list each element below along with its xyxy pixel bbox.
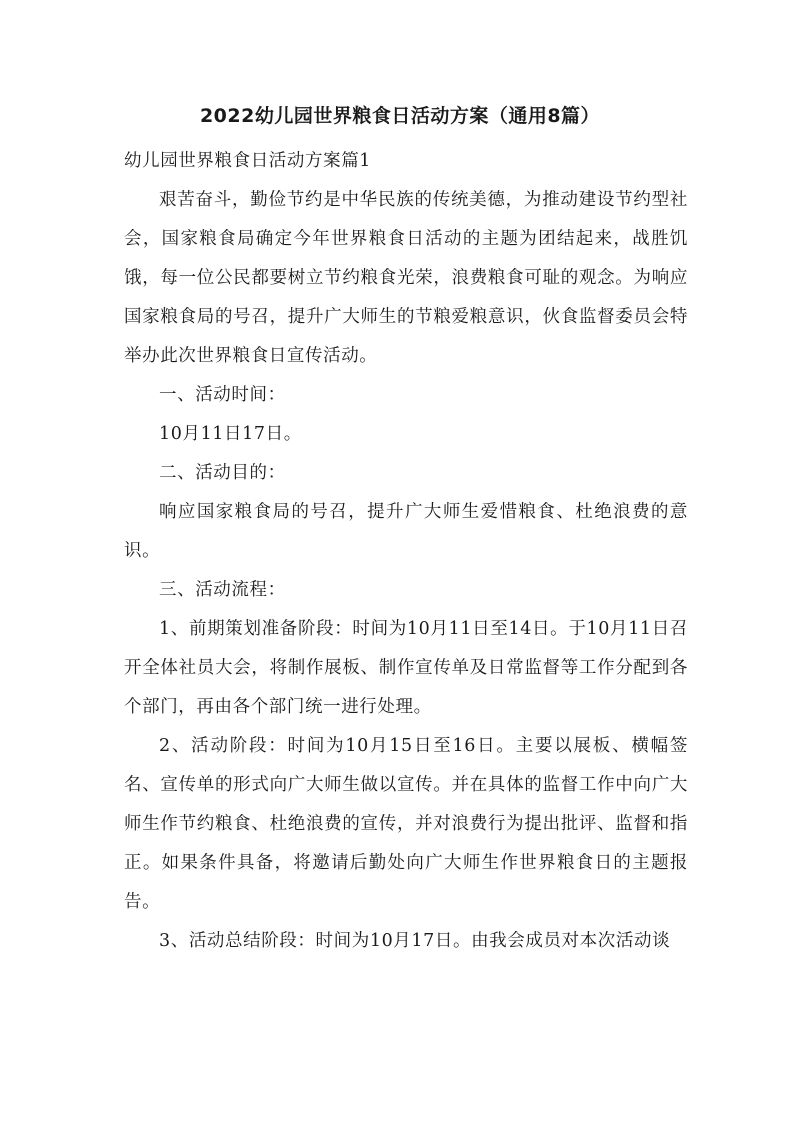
paragraph-intro: 艰苦奋斗，勤俭节约是中华民族的传统美德，为推动建设节约型社会，国家粮食局确定今年世界粮食日活动的主题为团结起来，战胜饥饿，每一位公民都要树立节约粮食光荣，浪费粮食可耻的观念。为响应国家粮食局的号召，提升广大师生的节粮爱粮意识，伙食监督委员会特举办此次世界粮食日宣传活动。 bbox=[124, 190, 688, 366]
paragraph-process-step-2: 2、活动阶段：时间为10月15日至16日。主要以展板、横幅签名、宣传单的形式向广大师生做以宣传。并在具体的监督工作中向广大师生作节约粮食、杜绝浪费的宣传，并对浪费行为提出批评、监督和指正。如果条件具备，将邀请后勤处向广大师生作世界粮食日的主题报告。 bbox=[124, 736, 688, 912]
paragraph-activity-time-heading: 一、活动时间： bbox=[159, 385, 286, 405]
paragraph-activity-time: 10月11日17日。 bbox=[159, 424, 302, 444]
paragraph-process-step-3: 3、活动总结阶段：时间为10月17日。由我会成员对本次活动谈 bbox=[159, 931, 671, 951]
paragraph-activity-purpose: 响应国家粮食局的号召，提升广大师生爱惜粮食、杜绝浪费的意识。 bbox=[124, 502, 688, 561]
section-heading: 幼儿园世界粮食日活动方案篇1 bbox=[124, 151, 372, 171]
paragraph-process-step-1: 1、前期策划准备阶段：时间为10月11日至14日。于10月11日召开全体社员大会，将制作展板、制作宣传单及日常监督等工作分配到各个部门，再由各个部门统一进行处理。 bbox=[124, 619, 688, 717]
document-title: 2022幼儿园世界粮食日活动方案（通用8篇） bbox=[199, 105, 601, 127]
paragraph-activity-purpose-heading: 二、活动目的： bbox=[159, 463, 286, 483]
paragraph-activity-process-heading: 三、活动流程： bbox=[159, 580, 286, 600]
document-body bbox=[124, 142, 688, 961]
